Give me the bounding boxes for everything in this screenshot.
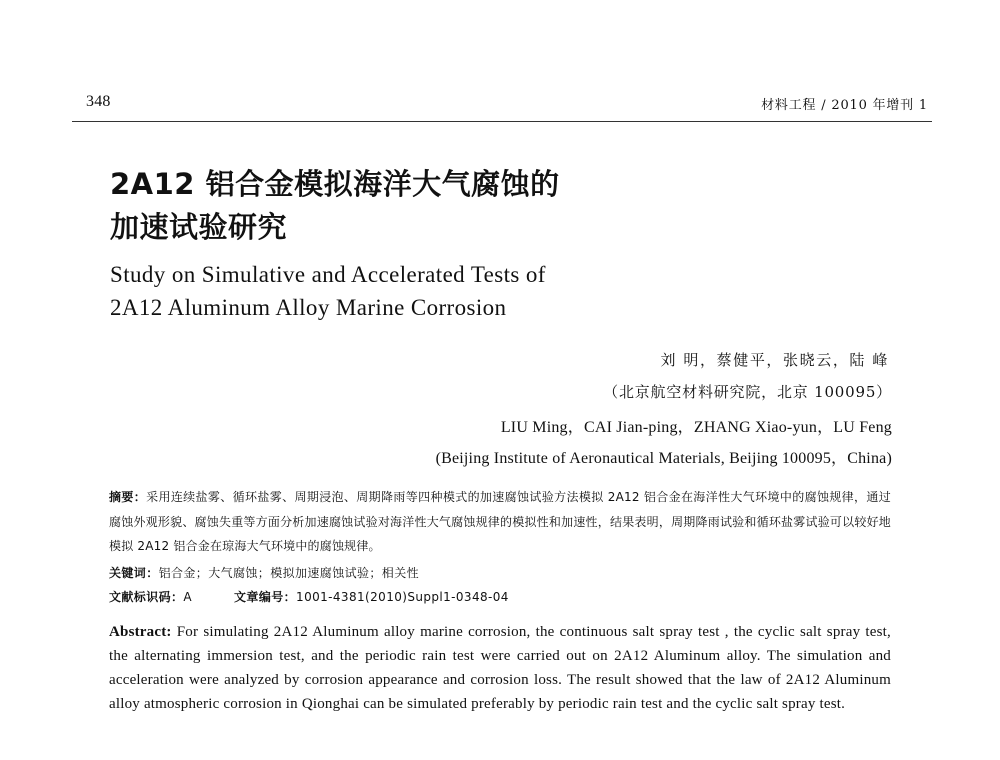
chinese-abstract — [109, 485, 891, 559]
chinese-affiliation: （北京航空材料研究院，北京 100095） — [603, 383, 892, 401]
chinese-title-line-1: 2A12 铝合金模拟海洋大气腐蚀的 — [110, 167, 560, 201]
english-title-line-1: Study on Simulative and Accelerated Tests of — [110, 262, 546, 287]
keywords-text: 铝合金；大气腐蚀；模拟加速腐蚀试验；相关性 — [158, 566, 420, 580]
english-abstract-text: For simulating 2A12 Aluminum alloy marine corrosion, the continuous salt spray test , the cyclic salt spray test, the alternating immersion test, and the periodic rain test were carried out on 2A12 Aluminum alloy. The simulation and acceleration were analyzed by corrosion appearance and corrosion loss. The result showed that the law of 2A12 Aluminum alloy atmospheric corrosion in Qionghai can be simulated preferably by periodic rain test and the cyclic salt spray test. — [109, 624, 891, 712]
chinese-authors: 刘 明，蔡健平，张晓云，陆 峰 — [660, 351, 889, 369]
document-code-value: A — [183, 590, 193, 604]
document-info-line — [109, 588, 509, 605]
english-abstract — [109, 620, 891, 716]
keywords-label: 关键词： — [109, 566, 159, 580]
document-code-label: 文献标识码： — [109, 590, 184, 604]
page-header — [72, 93, 932, 119]
chinese-title — [110, 163, 730, 249]
english-abstract-label: Abstract: — [109, 624, 172, 640]
journal-issue: 材料工程 / 2010 年增刊 1 — [761, 98, 928, 113]
keywords-line — [109, 564, 419, 581]
page-number: 348 — [86, 93, 111, 110]
article-number-value: 1001-4381(2010)Suppl1-0348-04 — [296, 590, 509, 604]
chinese-title-line-2: 加速试验研究 — [110, 210, 288, 244]
english-title — [110, 258, 730, 324]
english-authors: LIU Ming，CAI Jian-ping，ZHANG Xiao-yun，LU Feng — [500, 419, 892, 436]
article-number-label: 文章编号： — [234, 590, 297, 604]
english-title-line-2: 2A12 Aluminum Alloy Marine Corrosion — [110, 295, 507, 320]
english-affiliation: (Beijing Institute of Aeronautical Materials, Beijing 100095，China) — [435, 450, 892, 467]
chinese-abstract-text: 采用连续盐雾、循环盐雾、周期浸泡、周期降雨等四种模式的加速腐蚀试验方法模拟 2A12 铝合金在海洋性大气环境中的腐蚀规律，通过腐蚀外观形貌、腐蚀失重等方面分析加速腐蚀试验对海洋性大气腐蚀规律的模拟性和加速性，结果表明，周期降雨试验和循环盐雾试验可以较好地模拟 2A12 铝合金在琼海大气环境中的腐蚀规律。 — [109, 490, 891, 553]
chinese-abstract-label: 摘要： — [109, 490, 147, 504]
header-rule — [72, 121, 932, 122]
